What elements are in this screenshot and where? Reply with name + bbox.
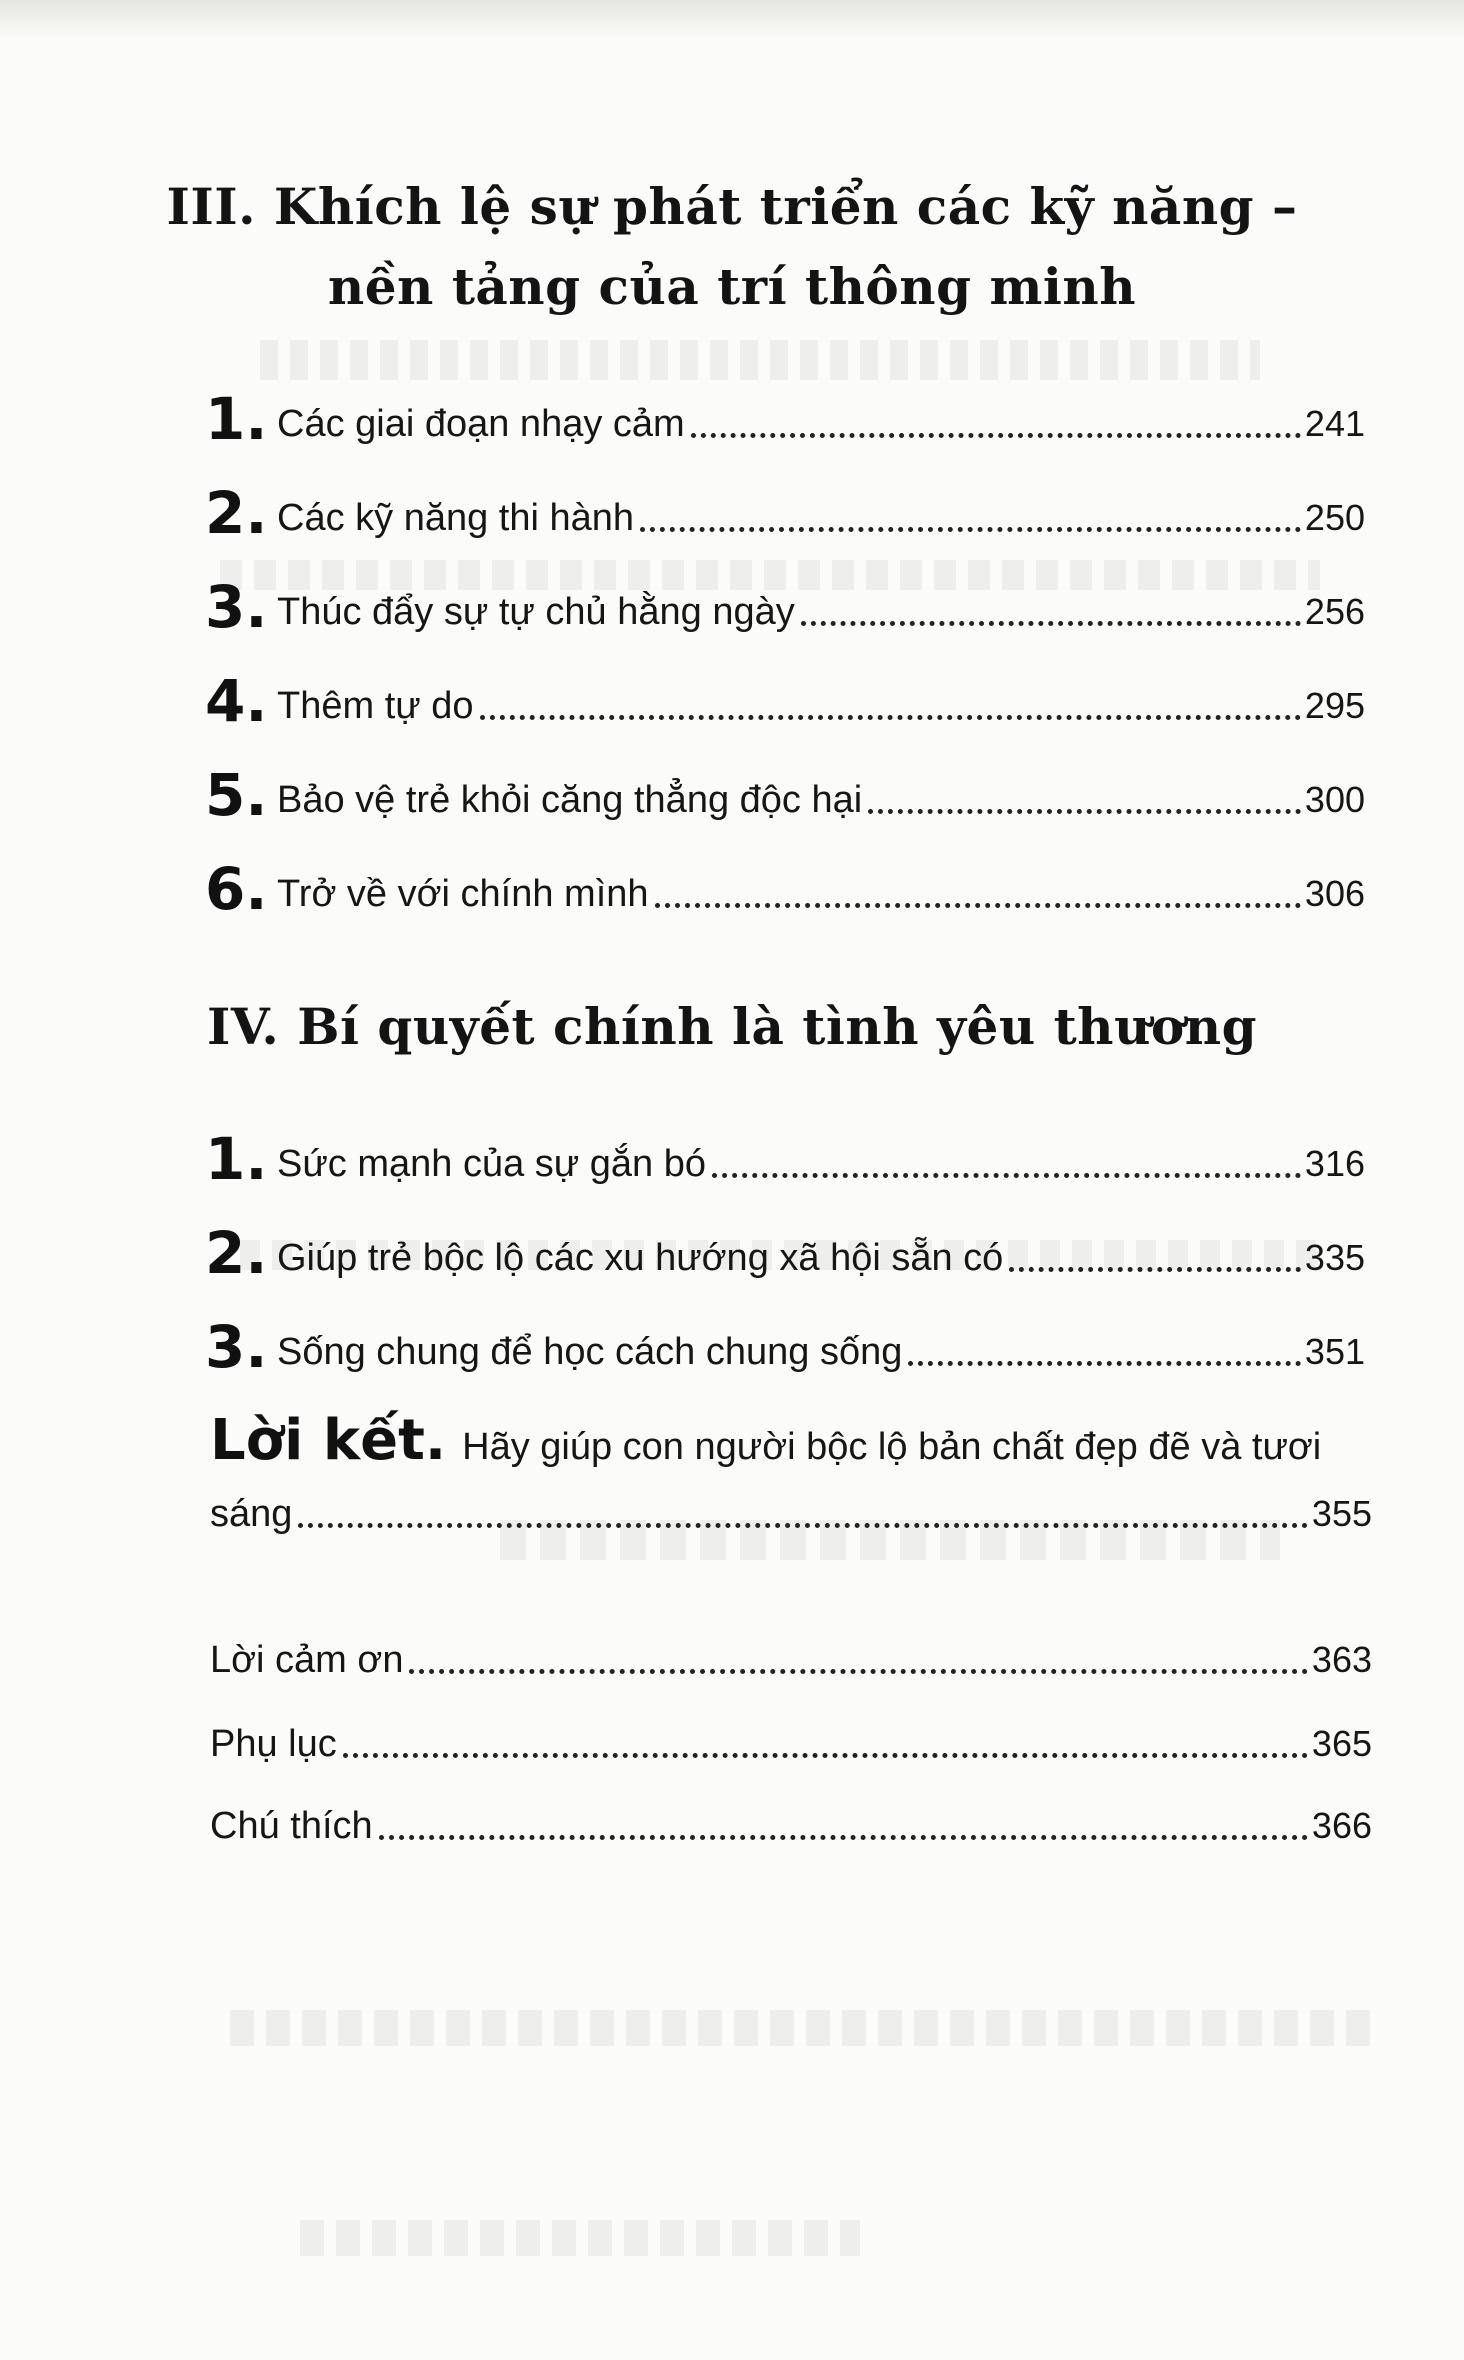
- dot-leader: [712, 1173, 1301, 1178]
- toc-entry[interactable]: [205, 662, 1365, 735]
- toc-entry[interactable]: [210, 1630, 1372, 1686]
- entry-label: Bảo vệ trẻ khỏi căng thẳng độc hại: [277, 779, 863, 821]
- toc-entry[interactable]: [205, 568, 1365, 641]
- entry-label: Thêm tự do: [277, 685, 474, 727]
- page-number: 351: [1304, 1331, 1365, 1372]
- toc-entry[interactable]: [205, 1120, 1365, 1193]
- section-3-title-line-1: III. Khích lệ sự phát triển các kỹ năng –: [166, 177, 1298, 236]
- section-3-title-line-2: nền tảng của trí thông minh: [327, 257, 1137, 316]
- dot-leader: [691, 433, 1301, 438]
- dot-leader: [908, 1361, 1301, 1366]
- show-through-band-1: [260, 340, 1260, 380]
- page-number: 316: [1304, 1143, 1365, 1184]
- entry-number: 1.: [205, 1125, 268, 1193]
- scan-shadow: [0, 0, 1464, 40]
- section-4-title: IV. Bí quyết chính là tình yêu thương: [206, 997, 1258, 1056]
- entry-label: Các kỹ năng thi hành: [277, 497, 635, 539]
- toc-entry[interactable]: [210, 1796, 1372, 1852]
- entry-number: 5.: [205, 761, 268, 829]
- show-through-band-6: [300, 2220, 860, 2256]
- conclusion-text: Hãy giúp con người bộc lộ bản chất đẹp đẽ và tươi: [462, 1426, 1322, 1468]
- dot-leader: [480, 715, 1301, 720]
- toc-entry[interactable]: [205, 380, 1365, 453]
- conclusion-title: Lời kết.: [210, 1408, 447, 1473]
- dot-leader: [801, 621, 1301, 626]
- entry-number: 3.: [205, 573, 268, 641]
- toc-entry[interactable]: [205, 474, 1365, 547]
- dot-leader: [655, 903, 1301, 908]
- dot-leader: [1009, 1267, 1301, 1272]
- entry-label: Giúp trẻ bộc lộ các xu hướng xã hội sẵn có: [277, 1237, 1004, 1279]
- page-number: 363: [1311, 1639, 1372, 1680]
- page-number: 365: [1311, 1723, 1372, 1764]
- entry-label: Phụ lục: [210, 1723, 337, 1765]
- toc-entry[interactable]: [205, 756, 1365, 829]
- entry-label: Các giai đoạn nhạy cảm: [277, 403, 685, 445]
- entry-label: Chú thích: [210, 1805, 373, 1847]
- toc-entry[interactable]: [205, 1214, 1365, 1287]
- conclusion-heading[interactable]: [210, 1408, 1380, 1473]
- entry-number: 4.: [205, 667, 268, 735]
- page-number: 335: [1304, 1237, 1365, 1278]
- dot-leader: [379, 1835, 1308, 1840]
- entry-label: Sống chung để học cách chung sống: [277, 1331, 903, 1373]
- entry-number: 3.: [205, 1313, 268, 1381]
- page-number: 250: [1304, 497, 1365, 538]
- dot-leader: [343, 1753, 1308, 1758]
- entry-number: 1.: [205, 385, 268, 453]
- dot-leader: [640, 527, 1301, 532]
- entry-number: 2.: [205, 1219, 268, 1287]
- page-number: 366: [1311, 1805, 1372, 1846]
- entry-number: 6.: [205, 855, 268, 923]
- page-number: 256: [1304, 591, 1365, 632]
- page-number: 306: [1304, 873, 1365, 914]
- entry-label: Lời cảm ơn: [210, 1639, 404, 1681]
- entry-label: Thúc đẩy sự tự chủ hằng ngày: [277, 591, 795, 633]
- page-number: 355: [1311, 1493, 1372, 1534]
- entry-number: 2.: [205, 479, 268, 547]
- dot-leader: [868, 809, 1301, 814]
- dot-leader: [298, 1523, 1308, 1528]
- toc-entry[interactable]: [205, 850, 1365, 923]
- show-through-band-5: [230, 2010, 1380, 2046]
- toc-entry[interactable]: [210, 1714, 1372, 1770]
- page-number: 295: [1304, 685, 1365, 726]
- entry-label: Trở về với chính mình: [277, 873, 649, 915]
- conclusion-entry[interactable]: [210, 1470, 1372, 1540]
- conclusion-text-continued: sáng: [210, 1493, 293, 1535]
- page-number: 241: [1304, 403, 1365, 444]
- entry-label: Sức mạnh của sự gắn bó: [277, 1143, 707, 1185]
- page-number: 300: [1304, 779, 1365, 820]
- toc-entry[interactable]: [205, 1308, 1365, 1381]
- dot-leader: [409, 1669, 1307, 1674]
